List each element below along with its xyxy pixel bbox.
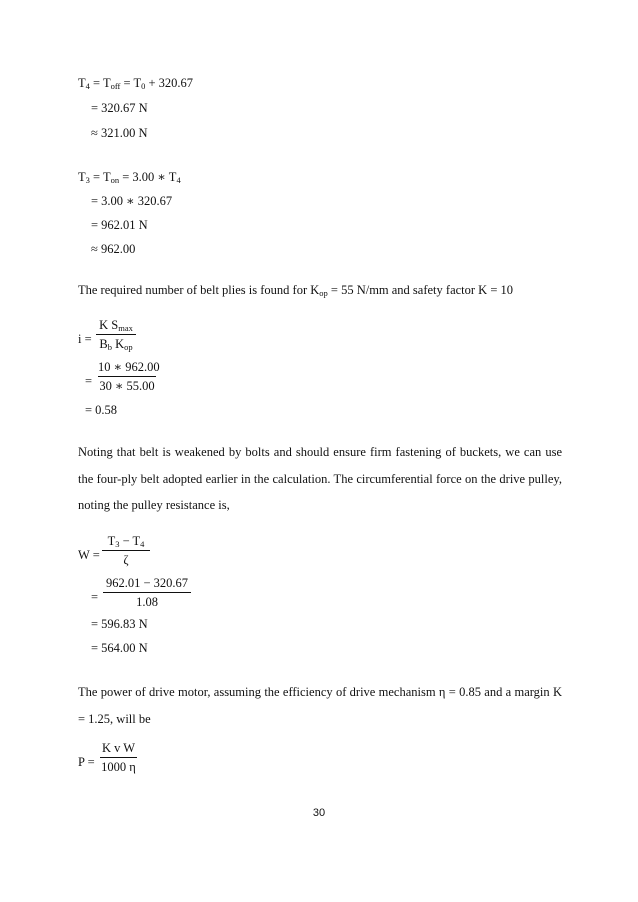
eq-w-numerator-2: 962.01 − 320.67	[105, 576, 189, 590]
eq-t4-line-2: = 320.67 N	[91, 101, 148, 115]
page-number: 30	[312, 807, 326, 819]
fraction-bar	[96, 334, 136, 335]
eq-t4-line-1: $T_4 = T_{off} = T_0 + 320.67$	[78, 76, 194, 91]
eq-w-numerator: $T_3 - T_4$	[107, 534, 145, 549]
fraction-bar	[98, 376, 156, 377]
eq-p-numerator: K v W	[101, 741, 136, 755]
eq-w-denominator-2: 1.08	[136, 595, 158, 609]
eq-w-line-4: = 564.00 N	[91, 641, 148, 655]
fraction-bar	[103, 592, 191, 593]
fraction-bar	[102, 550, 150, 551]
eq-i-lhs: i =	[78, 332, 92, 346]
eq-p-lhs: P =	[78, 755, 95, 769]
fraction-bar	[100, 757, 137, 758]
eq-w-fraction-2	[103, 576, 191, 609]
eq-t3-line-2: = 3.00 ∗ 320.67	[91, 194, 173, 208]
plies-sentence: The required number of belt plies is found for $K_{op} = 55$ N/mm and safety factor K = 10	[78, 283, 514, 298]
eq-i-equals-2: =	[85, 374, 93, 388]
eq-p-fraction	[100, 741, 137, 774]
eq-i-denominator: $B_b$ $K_{op}$	[99, 337, 133, 352]
eq-w-denominator: ζ	[123, 553, 129, 567]
eq-w-fraction-1	[102, 534, 150, 567]
eq-t3-line-4: ≈ 962.00	[91, 242, 136, 256]
eq-t3-line-3: = 962.01 N	[91, 218, 148, 232]
eq-i-numerator: K $S_{max}$	[99, 318, 133, 333]
eq-w-line-3: = 596.83 N	[91, 617, 148, 631]
paragraph-noting: Noting that belt is weakened by bolts and should ensure firm fastening of buckets, we can use the four-ply belt adopted earlier in the calculation. The circumferential force on the drive pulley, noting the pulley resistance is,	[78, 445, 562, 513]
eq-i-denominator-2: 30 ∗ 55.00	[99, 379, 155, 393]
eq-w-lhs: W =	[78, 548, 100, 562]
paragraph-power: The power of drive motor, assuming the efficiency of drive mechanism η = 0.85 and a margin K = 1.25, will be	[78, 685, 562, 726]
eq-t4-line-3: ≈ 321.00 N	[91, 126, 148, 140]
eq-i-numerator-2: 10 ∗ 962.00	[98, 360, 160, 374]
eq-p-denominator: 1000 η	[101, 760, 136, 774]
eq-i-fraction-1	[96, 318, 136, 351]
eq-i-line-3: = 0.58	[85, 403, 118, 417]
eq-i-fraction-2	[98, 360, 160, 393]
eq-w-equals-2: =	[91, 590, 99, 604]
eq-t3-line-1: $T_3 = T_{on} = 3.00$ ∗ $T_4$	[78, 170, 181, 185]
